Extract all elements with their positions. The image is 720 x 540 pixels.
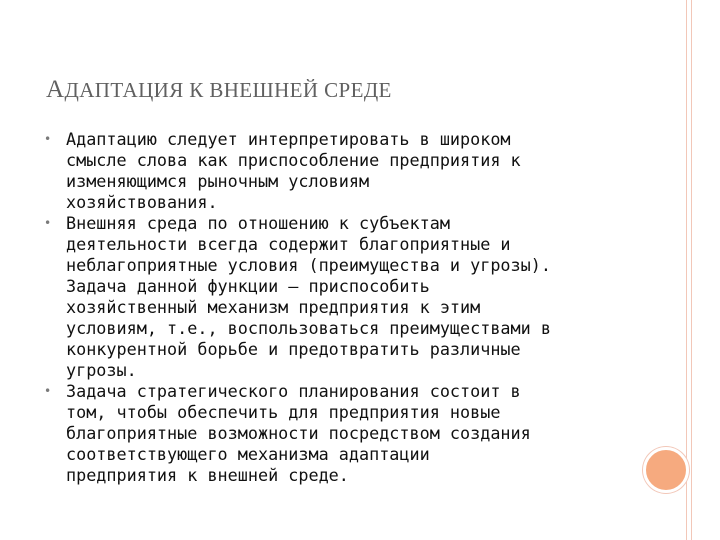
bullet-item: • Внешняя среда по отношению к субъектам деятельности всегда содержит благоприятные и неблагоприятные условия (преимущества и угрозы). Задача данной функции — приспособить хозяйственный механизм предприятия к этим условиям, т.е., воспользоваться преимуществами в конкурентной борьбе и предотвратить различные угрозы.	[44, 213, 634, 381]
title-rest: ДАПТАЦИЯ К ВНЕШНЕЙ СРЕДЕ	[64, 78, 392, 102]
decorative-circle	[643, 447, 689, 493]
frame-line-right	[691, 0, 692, 540]
bullet-item: • Адаптацию следует интерпретировать в широком смысле слова как приспособление предприятия к изменяющимся рыночным условиям хозяйствования.	[44, 129, 634, 213]
title-first-letter: А	[46, 76, 65, 103]
bullet-list	[44, 129, 634, 486]
slide-title	[46, 76, 392, 104]
bullet-item: • Задача стратегического планирования состоит в том, чтобы обеспечить для предприятия новые благоприятные возможности посредством создания соответствующего механизма адаптации предприятия к внешней среде.	[44, 381, 634, 486]
